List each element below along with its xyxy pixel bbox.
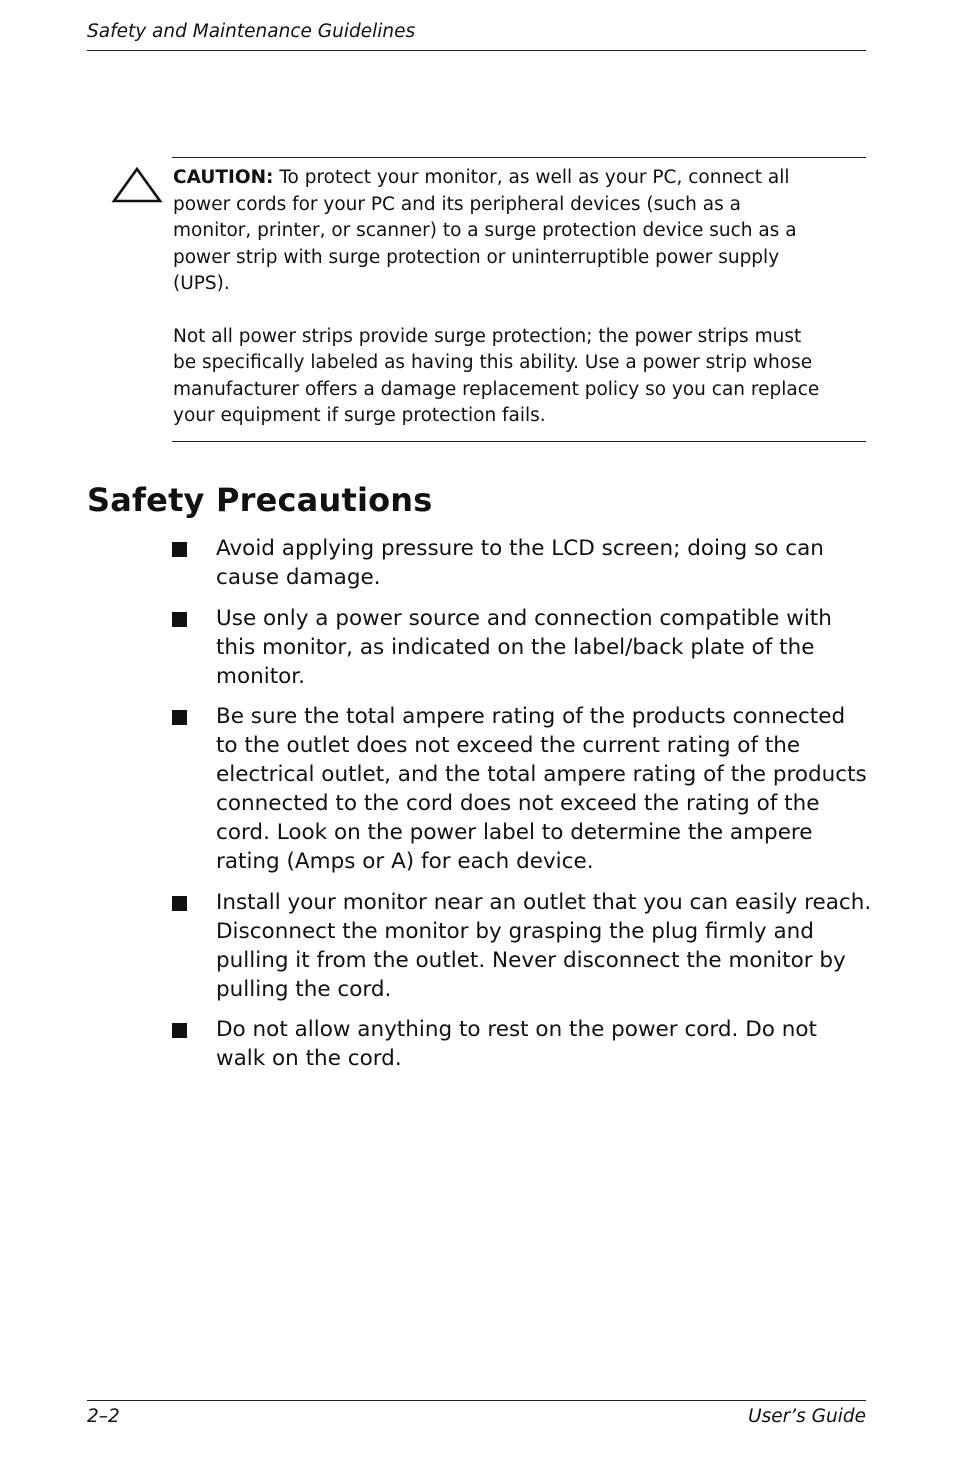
caution-label: CAUTION: bbox=[173, 167, 274, 188]
caution-paragraph-1 bbox=[173, 165, 823, 298]
list-item-text: Use only a power source and connection compatible with this monitor, as indicated on the label/back plate of the monitor. bbox=[216, 605, 832, 689]
section-title: Safety Precautions bbox=[87, 481, 433, 519]
list-item bbox=[172, 604, 872, 691]
square-bullet-icon bbox=[172, 710, 187, 725]
caution-top-rule bbox=[172, 157, 866, 158]
safety-precautions-list bbox=[172, 534, 872, 1085]
list-item-text: Install your monitor near an outlet that you can easily reach. Disconnect the monitor by grasping the plug firmly and pulling it from the outlet. Never disconnect the monitor by pulling the cord. bbox=[216, 889, 872, 1002]
square-bullet-icon bbox=[172, 542, 187, 557]
running-footer bbox=[87, 1400, 866, 1429]
running-header bbox=[87, 20, 866, 51]
list-item bbox=[172, 534, 872, 592]
list-item-text: Do not allow anything to rest on the power cord. Do not walk on the cord. bbox=[216, 1017, 817, 1071]
caution-triangle-icon bbox=[110, 166, 164, 204]
list-item bbox=[172, 1015, 872, 1073]
list-item bbox=[172, 702, 872, 876]
square-bullet-icon bbox=[172, 896, 187, 911]
caution-paragraph-2: Not all power strips provide surge protection; the power strips must be specifically labeled as having this ability. Use a power strip whose manufacturer offers a damage replacement policy so you can replace your equipment if surge protection fails. bbox=[173, 325, 820, 426]
chapter-title: Safety and Maintenance Guidelines bbox=[87, 21, 416, 42]
caution-text-1: To protect your monitor, as well as your PC, connect all power cords for your PC and its peripheral devices (such as a monitor, printer, or scanner) to a surge protection device such as a power strip with surge protection or uninterruptible power supply (UPS). bbox=[173, 167, 797, 294]
square-bullet-icon bbox=[172, 1023, 187, 1038]
list-item-text: Avoid applying pressure to the LCD screen; doing so can cause damage. bbox=[216, 536, 824, 590]
guide-title: User’s Guide bbox=[748, 1406, 866, 1427]
page-number: 2–2 bbox=[87, 1406, 120, 1427]
caution-bottom-rule bbox=[172, 441, 866, 442]
square-bullet-icon bbox=[172, 612, 187, 627]
list-item-text: Be sure the total ampere rating of the products connected to the outlet does not exceed the current rating of the electrical outlet, and the total ampere rating of the products connected to the cord does not exceed the rating of the cord. Look on the power label to determine the ampere rating (Amps or A) for each device. bbox=[216, 704, 867, 874]
list-item bbox=[172, 888, 872, 1004]
caution-note bbox=[173, 165, 823, 430]
